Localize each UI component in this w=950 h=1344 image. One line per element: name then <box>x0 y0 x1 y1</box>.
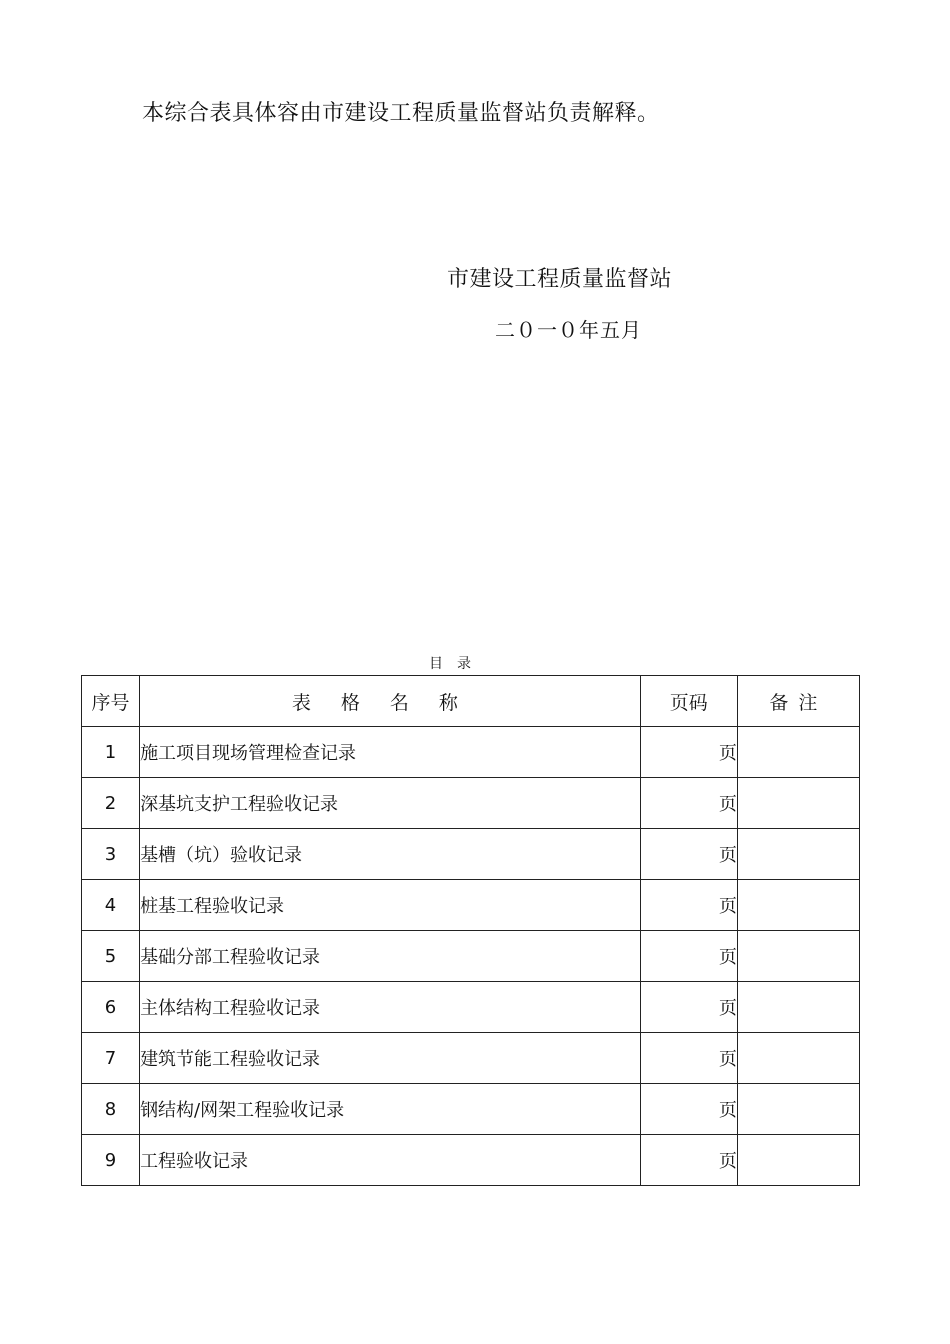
header-page: 页码 <box>640 676 737 727</box>
row-page: 页 <box>640 778 737 829</box>
issue-date: 二０一０年五月 <box>495 318 642 342</box>
row-note <box>737 1135 859 1186</box>
row-page: 页 <box>640 1033 737 1084</box>
row-page: 页 <box>640 727 737 778</box>
table-of-contents <box>81 675 860 1186</box>
table-row <box>82 1033 860 1084</box>
row-name: 基础分部工程验收记录 <box>140 931 641 982</box>
row-page: 页 <box>640 880 737 931</box>
row-note <box>737 931 859 982</box>
table-row <box>82 880 860 931</box>
issuing-organization: 市建设工程质量监督站 <box>447 267 673 292</box>
table-row <box>82 931 860 982</box>
toc-header-row <box>82 676 860 727</box>
table-row <box>82 1084 860 1135</box>
table-row <box>82 982 860 1033</box>
row-name: 深基坑支护工程验收记录 <box>140 778 641 829</box>
row-number: 2 <box>82 778 140 829</box>
row-name: 桩基工程验收记录 <box>140 880 641 931</box>
table-row <box>82 1135 860 1186</box>
row-page: 页 <box>640 982 737 1033</box>
row-name: 工程验收记录 <box>140 1135 641 1186</box>
row-number: 4 <box>82 880 140 931</box>
row-note <box>737 727 859 778</box>
row-note <box>737 778 859 829</box>
row-note <box>737 1033 859 1084</box>
header-name: 表格名称 <box>140 676 641 727</box>
toc-heading-text: 目 录 <box>429 656 471 672</box>
row-number: 6 <box>82 982 140 1033</box>
header-no: 序号 <box>82 676 140 727</box>
header-note: 备注 <box>737 676 859 727</box>
table-row <box>82 727 860 778</box>
row-page: 页 <box>640 931 737 982</box>
table-row <box>82 829 860 880</box>
row-number: 3 <box>82 829 140 880</box>
row-number: 9 <box>82 1135 140 1186</box>
row-page: 页 <box>640 1084 737 1135</box>
row-number: 7 <box>82 1033 140 1084</box>
row-note <box>737 982 859 1033</box>
row-page: 页 <box>640 1135 737 1186</box>
intro-statement: 本综合表具体容由市建设工程质量监督站负责解释。 <box>142 101 660 126</box>
row-note <box>737 829 859 880</box>
row-name: 主体结构工程验收记录 <box>140 982 641 1033</box>
row-page: 页 <box>640 829 737 880</box>
table-row <box>82 778 860 829</box>
row-name: 建筑节能工程验收记录 <box>140 1033 641 1084</box>
row-note <box>737 880 859 931</box>
row-name: 钢结构/网架工程验收记录 <box>140 1084 641 1135</box>
row-number: 1 <box>82 727 140 778</box>
row-note <box>737 1084 859 1135</box>
toc-heading <box>0 653 860 673</box>
row-name: 施工项目现场管理检查记录 <box>140 727 641 778</box>
row-name: 基槽（坑）验收记录 <box>140 829 641 880</box>
row-number: 5 <box>82 931 140 982</box>
row-number: 8 <box>82 1084 140 1135</box>
